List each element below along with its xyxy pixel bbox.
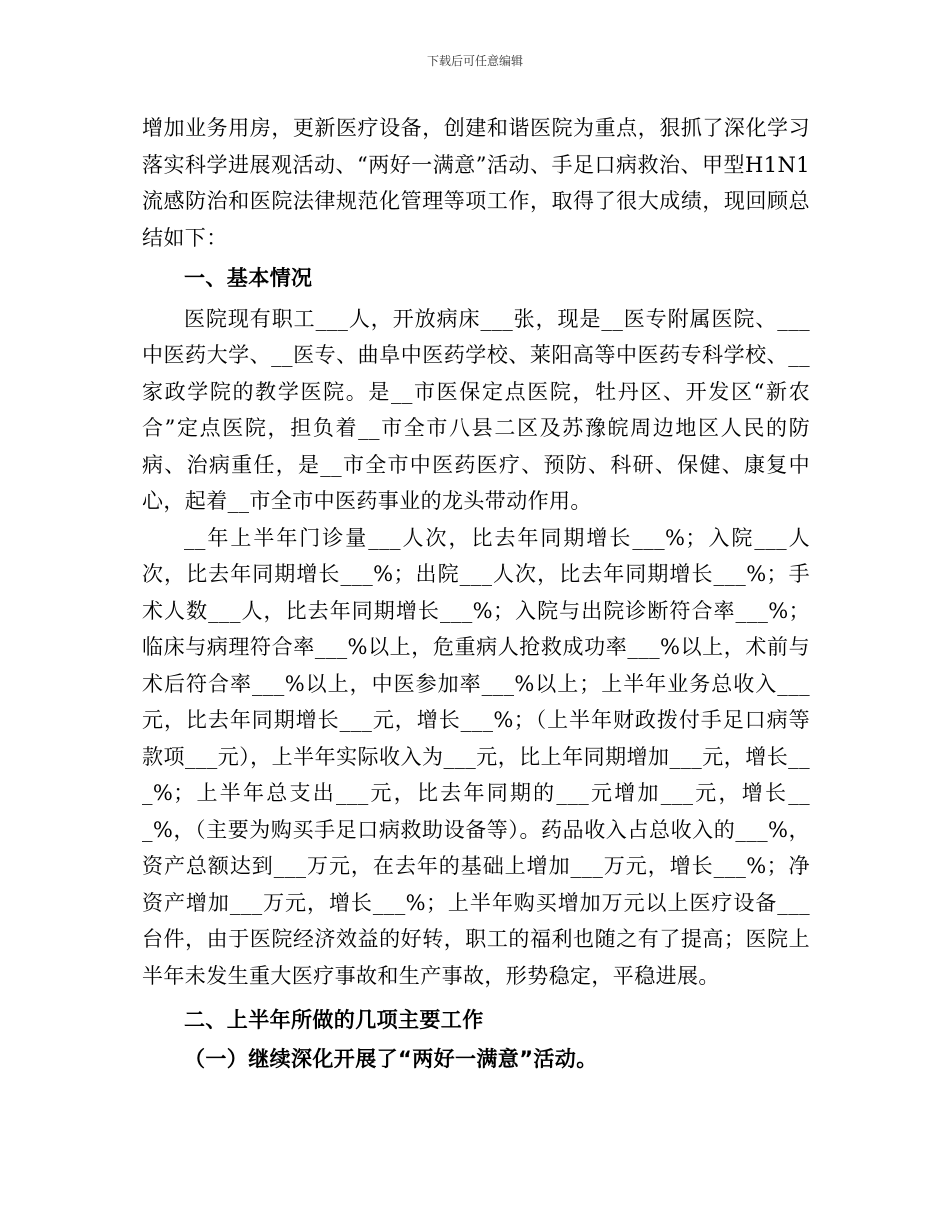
section-heading-basic-situation: 一、基本情况 [184, 266, 313, 290]
document-body [142, 110, 810, 1077]
paragraph-hospital-overview: 医院现有职工___人，开放病床___张，现是__医专附属医院、___中医药大学、__医专、曲阜中医药学校、莱阳高等中医药专科学校、__家政学院的教学医院。是__市医保定点医院，牡丹区、开发区“新农合”定点医院，担负着__市全市八县二区及苏豫皖周边地区人民的防病、治病重任，是__市全市中医药医疗、预防、科研、保健、康复中心，起着__市全市中医药事业的龙头带动作用。 [142, 306, 810, 513]
page-header-note: 下载后可任意编辑 [426, 54, 523, 68]
subsection-heading-activity: （一）继续深化开展了“两好一满意”活动。 [184, 1046, 598, 1071]
intro-paragraph: 增加业务用房，更新医疗设备，创建和谐医院为重点，狠抓了深化学习落实科学进展观活动、“两好一满意”活动、手足口病救治、甲型H1N1流感防治和医院法律规范化管理等项工作，取得了很大成绩，现回顾总结如下： [142, 116, 810, 250]
paragraph-half-year-statistics: __年上半年门诊量___人次，比去年同期增长___%；入院___人次，比去年同期增长___%；出院___人次，比去年同期增长___%；手术人数___人，比去年同期增长___%；入院与出院诊断符合率___%；临床与病理符合率___%以上，危重病人抢救成功率___%以上，术前与术后符合率___%以上，中医参加率___%以上；上半年业务总收入___元，比去年同期增长___元，增长___%；（上半年财政拨付手足口病等款项___元），上半年实际收入为___元，比上年同期增加___元，增长___%；上半年总支出___元，比去年同期的___元增加___元，增长___%，（主要为购买手足口病救助设备等）。药品收入占总收入的___%，资产总额达到___万元，在去年的基础上增加___万元，增长___%；净资产增加___万元，增长___%；上半年购买增加万元以上医疗设备___台件，由于医院经济效益的好转，职工的福利也随之有了提高；医院上半年未发生重大医疗事故和生产事故，形势稳定，平稳进展。 [142, 525, 810, 988]
section-heading-main-work: 二、上半年所做的几项主要工作 [184, 1008, 484, 1032]
